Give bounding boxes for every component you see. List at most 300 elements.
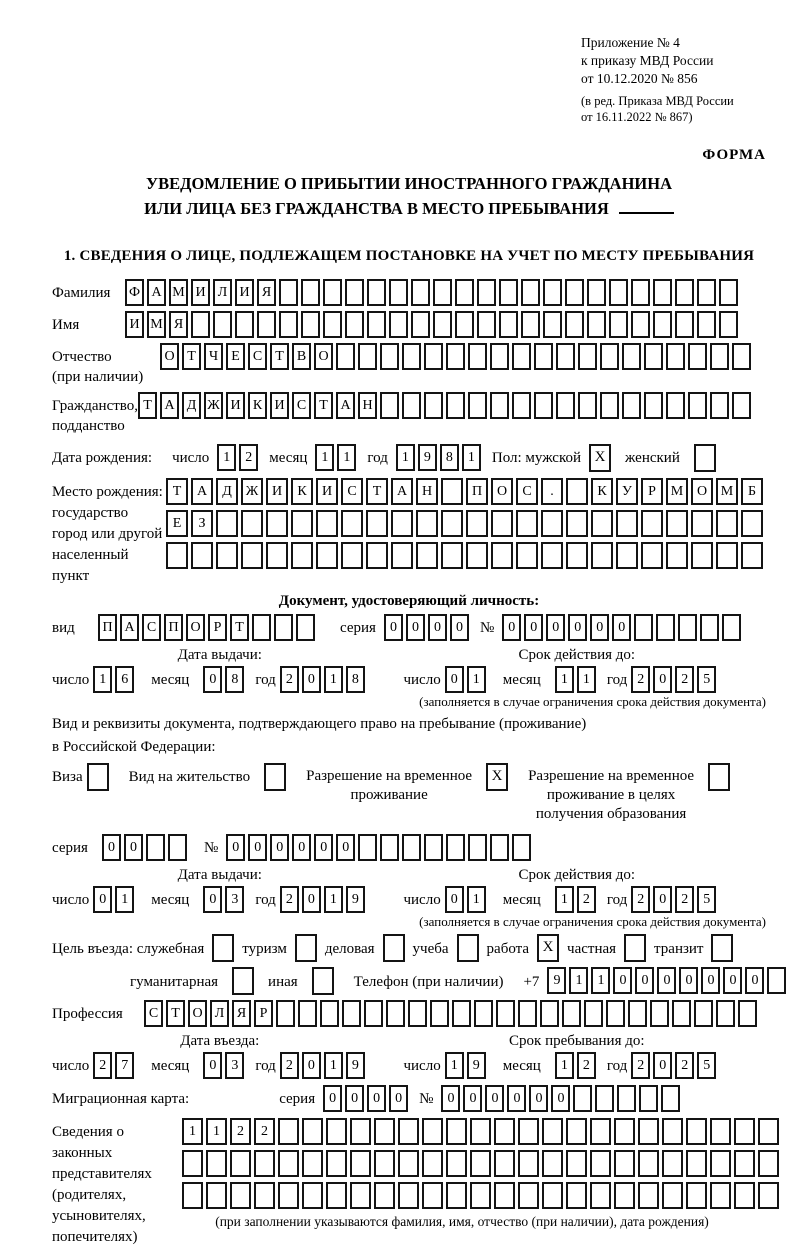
char-cell[interactable]: Ф: [125, 279, 144, 306]
char-cell[interactable]: [675, 279, 694, 306]
char-cell[interactable]: [556, 343, 575, 370]
char-cell[interactable]: [686, 1118, 707, 1145]
char-cell[interactable]: Т: [138, 392, 157, 419]
char-cell[interactable]: [734, 1182, 755, 1209]
char-cell[interactable]: [383, 934, 405, 962]
char-cell[interactable]: [716, 542, 738, 569]
char-cell[interactable]: [716, 1000, 735, 1027]
char-cell[interactable]: [87, 763, 109, 791]
char-cell[interactable]: [595, 1085, 614, 1112]
char-cell[interactable]: [241, 542, 263, 569]
char-cell[interactable]: 1: [555, 886, 574, 913]
char-cell[interactable]: 0: [445, 666, 464, 693]
char-cell[interactable]: 8: [440, 444, 459, 471]
char-cell[interactable]: [666, 392, 685, 419]
char-cell[interactable]: [374, 1118, 395, 1145]
char-cell[interactable]: М: [716, 478, 738, 505]
char-cell[interactable]: [350, 1150, 371, 1177]
char-cell[interactable]: [216, 542, 238, 569]
char-cell[interactable]: [296, 614, 315, 641]
char-cell[interactable]: [565, 279, 584, 306]
char-cell[interactable]: 2: [254, 1118, 275, 1145]
char-cell[interactable]: [644, 343, 663, 370]
char-cell[interactable]: [512, 392, 531, 419]
char-cell[interactable]: 0: [635, 967, 654, 994]
char-cell[interactable]: [345, 311, 364, 338]
char-cell[interactable]: [710, 1182, 731, 1209]
char-cell[interactable]: [614, 1118, 635, 1145]
char-cell[interactable]: X: [537, 934, 559, 962]
char-cell[interactable]: 2: [280, 886, 299, 913]
char-cell[interactable]: [566, 542, 588, 569]
char-cell[interactable]: А: [391, 478, 413, 505]
char-cell[interactable]: [235, 311, 254, 338]
char-cell[interactable]: Т: [366, 478, 388, 505]
char-cell[interactable]: [600, 392, 619, 419]
char-cell[interactable]: [556, 392, 575, 419]
char-cell[interactable]: И: [270, 392, 289, 419]
char-cell[interactable]: 0: [314, 834, 333, 861]
char-cell[interactable]: [291, 510, 313, 537]
char-cell[interactable]: [470, 1182, 491, 1209]
char-cell[interactable]: 5: [697, 886, 716, 913]
char-cell[interactable]: [477, 279, 496, 306]
char-cell[interactable]: 0: [485, 1085, 504, 1112]
char-cell[interactable]: 5: [697, 666, 716, 693]
char-cell[interactable]: [279, 279, 298, 306]
char-cell[interactable]: [490, 834, 509, 861]
char-cell[interactable]: [380, 343, 399, 370]
char-cell[interactable]: [587, 279, 606, 306]
char-cell[interactable]: И: [266, 478, 288, 505]
char-cell[interactable]: И: [226, 392, 245, 419]
char-cell[interactable]: 0: [529, 1085, 548, 1112]
char-cell[interactable]: 9: [346, 1052, 365, 1079]
char-cell[interactable]: [398, 1118, 419, 1145]
char-cell[interactable]: Я: [169, 311, 188, 338]
char-cell[interactable]: [166, 542, 188, 569]
char-cell[interactable]: Н: [416, 478, 438, 505]
char-cell[interactable]: 9: [418, 444, 437, 471]
char-cell[interactable]: [540, 1000, 559, 1027]
char-cell[interactable]: 2: [230, 1118, 251, 1145]
char-cell[interactable]: [600, 343, 619, 370]
char-cell[interactable]: X: [589, 444, 611, 472]
char-cell[interactable]: 0: [102, 834, 121, 861]
char-cell[interactable]: [468, 392, 487, 419]
char-cell[interactable]: [424, 392, 443, 419]
char-cell[interactable]: Р: [254, 1000, 273, 1027]
char-cell[interactable]: [719, 311, 738, 338]
char-cell[interactable]: [641, 510, 663, 537]
char-cell[interactable]: О: [691, 478, 713, 505]
char-cell[interactable]: [367, 311, 386, 338]
char-cell[interactable]: [232, 967, 254, 995]
char-cell[interactable]: [631, 279, 650, 306]
char-cell[interactable]: 9: [547, 967, 566, 994]
char-cell[interactable]: 0: [612, 614, 631, 641]
char-cell[interactable]: И: [191, 279, 210, 306]
char-cell[interactable]: 0: [502, 614, 521, 641]
char-cell[interactable]: 0: [302, 886, 321, 913]
char-cell[interactable]: [566, 510, 588, 537]
char-cell[interactable]: 1: [467, 886, 486, 913]
char-cell[interactable]: [398, 1150, 419, 1177]
char-cell[interactable]: [662, 1118, 683, 1145]
char-cell[interactable]: [732, 343, 751, 370]
char-cell[interactable]: [316, 542, 338, 569]
char-cell[interactable]: [466, 542, 488, 569]
char-cell[interactable]: [326, 1118, 347, 1145]
char-cell[interactable]: [422, 1118, 443, 1145]
char-cell[interactable]: [457, 934, 479, 962]
char-cell[interactable]: Т: [166, 478, 188, 505]
char-cell[interactable]: [470, 1118, 491, 1145]
char-cell[interactable]: [617, 1085, 636, 1112]
char-cell[interactable]: 0: [428, 614, 447, 641]
char-cell[interactable]: Ч: [204, 343, 223, 370]
char-cell[interactable]: [320, 1000, 339, 1027]
char-cell[interactable]: А: [160, 392, 179, 419]
char-cell[interactable]: 0: [568, 614, 587, 641]
char-cell[interactable]: [326, 1150, 347, 1177]
char-cell[interactable]: [241, 510, 263, 537]
char-cell[interactable]: 5: [697, 1052, 716, 1079]
char-cell[interactable]: Т: [314, 392, 333, 419]
char-cell[interactable]: [494, 1182, 515, 1209]
char-cell[interactable]: М: [147, 311, 166, 338]
char-cell[interactable]: [678, 614, 697, 641]
char-cell[interactable]: [641, 542, 663, 569]
char-cell[interactable]: [650, 1000, 669, 1027]
char-cell[interactable]: [470, 1150, 491, 1177]
char-cell[interactable]: [653, 311, 672, 338]
char-cell[interactable]: [541, 510, 563, 537]
char-cell[interactable]: [466, 510, 488, 537]
char-cell[interactable]: 1: [462, 444, 481, 471]
char-cell[interactable]: [518, 1000, 537, 1027]
char-cell[interactable]: Ж: [241, 478, 263, 505]
char-cell[interactable]: [391, 510, 413, 537]
char-cell[interactable]: [565, 311, 584, 338]
char-cell[interactable]: Д: [182, 392, 201, 419]
char-cell[interactable]: .: [541, 478, 563, 505]
char-cell[interactable]: И: [125, 311, 144, 338]
char-cell[interactable]: [688, 392, 707, 419]
char-cell[interactable]: 2: [280, 1052, 299, 1079]
char-cell[interactable]: [719, 279, 738, 306]
char-cell[interactable]: [398, 1182, 419, 1209]
char-cell[interactable]: [656, 614, 675, 641]
char-cell[interactable]: [521, 311, 540, 338]
char-cell[interactable]: [452, 1000, 471, 1027]
char-cell[interactable]: [302, 1118, 323, 1145]
char-cell[interactable]: [477, 311, 496, 338]
char-cell[interactable]: [424, 343, 443, 370]
char-cell[interactable]: 2: [675, 666, 694, 693]
char-cell[interactable]: [716, 510, 738, 537]
char-cell[interactable]: Я: [257, 279, 276, 306]
char-cell[interactable]: С: [144, 1000, 163, 1027]
char-cell[interactable]: 0: [546, 614, 565, 641]
char-cell[interactable]: [639, 1085, 658, 1112]
char-cell[interactable]: [446, 392, 465, 419]
char-cell[interactable]: 2: [239, 444, 258, 471]
char-cell[interactable]: Е: [226, 343, 245, 370]
char-cell[interactable]: [402, 834, 421, 861]
char-cell[interactable]: [276, 1000, 295, 1027]
char-cell[interactable]: 8: [346, 666, 365, 693]
char-cell[interactable]: [206, 1182, 227, 1209]
char-cell[interactable]: 0: [524, 614, 543, 641]
char-cell[interactable]: [675, 311, 694, 338]
char-cell[interactable]: О: [491, 478, 513, 505]
char-cell[interactable]: [691, 510, 713, 537]
char-cell[interactable]: 2: [577, 886, 596, 913]
char-cell[interactable]: 0: [203, 666, 222, 693]
char-cell[interactable]: [591, 542, 613, 569]
char-cell[interactable]: 0: [590, 614, 609, 641]
char-cell[interactable]: О: [188, 1000, 207, 1027]
char-cell[interactable]: [441, 510, 463, 537]
char-cell[interactable]: [638, 1182, 659, 1209]
char-cell[interactable]: [578, 343, 597, 370]
char-cell[interactable]: [301, 311, 320, 338]
char-cell[interactable]: [697, 311, 716, 338]
char-cell[interactable]: [433, 311, 452, 338]
char-cell[interactable]: 9: [467, 1052, 486, 1079]
char-cell[interactable]: [590, 1182, 611, 1209]
char-cell[interactable]: [499, 279, 518, 306]
char-cell[interactable]: К: [591, 478, 613, 505]
char-cell[interactable]: [541, 542, 563, 569]
char-cell[interactable]: К: [248, 392, 267, 419]
char-cell[interactable]: 0: [441, 1085, 460, 1112]
char-cell[interactable]: [341, 510, 363, 537]
char-cell[interactable]: [491, 542, 513, 569]
char-cell[interactable]: 0: [745, 967, 764, 994]
char-cell[interactable]: О: [186, 614, 205, 641]
char-cell[interactable]: [722, 614, 741, 641]
char-cell[interactable]: [496, 1000, 515, 1027]
char-cell[interactable]: [711, 934, 733, 962]
char-cell[interactable]: [295, 934, 317, 962]
char-cell[interactable]: [494, 1118, 515, 1145]
char-cell[interactable]: Д: [216, 478, 238, 505]
char-cell[interactable]: [584, 1000, 603, 1027]
char-cell[interactable]: [634, 614, 653, 641]
char-cell[interactable]: [191, 311, 210, 338]
char-cell[interactable]: [614, 1150, 635, 1177]
char-cell[interactable]: [691, 542, 713, 569]
char-cell[interactable]: [614, 1182, 635, 1209]
char-cell[interactable]: [367, 279, 386, 306]
char-cell[interactable]: 0: [551, 1085, 570, 1112]
char-cell[interactable]: [521, 279, 540, 306]
char-cell[interactable]: [697, 279, 716, 306]
char-cell[interactable]: [741, 510, 763, 537]
char-cell[interactable]: [518, 1182, 539, 1209]
char-cell[interactable]: [662, 1150, 683, 1177]
char-cell[interactable]: [416, 542, 438, 569]
char-cell[interactable]: [374, 1150, 395, 1177]
char-cell[interactable]: [254, 1150, 275, 1177]
char-cell[interactable]: [316, 510, 338, 537]
char-cell[interactable]: [341, 542, 363, 569]
char-cell[interactable]: [686, 1182, 707, 1209]
char-cell[interactable]: [257, 311, 276, 338]
char-cell[interactable]: [389, 311, 408, 338]
char-cell[interactable]: [499, 311, 518, 338]
char-cell[interactable]: [566, 1182, 587, 1209]
char-cell[interactable]: [364, 1000, 383, 1027]
char-cell[interactable]: [732, 392, 751, 419]
char-cell[interactable]: М: [666, 478, 688, 505]
char-cell[interactable]: И: [316, 478, 338, 505]
char-cell[interactable]: [688, 343, 707, 370]
char-cell[interactable]: [734, 1150, 755, 1177]
char-cell[interactable]: [446, 1182, 467, 1209]
char-cell[interactable]: 0: [292, 834, 311, 861]
char-cell[interactable]: [206, 1150, 227, 1177]
char-cell[interactable]: X: [486, 763, 508, 791]
char-cell[interactable]: [566, 1118, 587, 1145]
char-cell[interactable]: [254, 1182, 275, 1209]
char-cell[interactable]: [441, 478, 463, 505]
char-cell[interactable]: [516, 542, 538, 569]
char-cell[interactable]: Ж: [204, 392, 223, 419]
char-cell[interactable]: [741, 542, 763, 569]
char-cell[interactable]: [710, 1118, 731, 1145]
char-cell[interactable]: [758, 1182, 779, 1209]
char-cell[interactable]: С: [142, 614, 161, 641]
char-cell[interactable]: У: [616, 478, 638, 505]
char-cell[interactable]: Л: [210, 1000, 229, 1027]
char-cell[interactable]: 7: [115, 1052, 134, 1079]
char-cell[interactable]: 1: [206, 1118, 227, 1145]
char-cell[interactable]: [230, 1182, 251, 1209]
char-cell[interactable]: [408, 1000, 427, 1027]
char-cell[interactable]: [391, 542, 413, 569]
char-cell[interactable]: Т: [166, 1000, 185, 1027]
char-cell[interactable]: [644, 392, 663, 419]
char-cell[interactable]: [666, 510, 688, 537]
char-cell[interactable]: 2: [631, 1052, 650, 1079]
char-cell[interactable]: [491, 510, 513, 537]
char-cell[interactable]: [566, 1150, 587, 1177]
char-cell[interactable]: [146, 834, 165, 861]
char-cell[interactable]: 2: [675, 1052, 694, 1079]
char-cell[interactable]: [512, 834, 531, 861]
char-cell[interactable]: О: [160, 343, 179, 370]
char-cell[interactable]: [433, 279, 452, 306]
char-cell[interactable]: [590, 1150, 611, 1177]
char-cell[interactable]: [653, 279, 672, 306]
char-cell[interactable]: Т: [182, 343, 201, 370]
char-cell[interactable]: Р: [641, 478, 663, 505]
char-cell[interactable]: [252, 614, 271, 641]
char-cell[interactable]: [518, 1150, 539, 1177]
char-cell[interactable]: [767, 967, 786, 994]
char-cell[interactable]: 1: [445, 1052, 464, 1079]
char-cell[interactable]: [542, 1118, 563, 1145]
char-cell[interactable]: [758, 1150, 779, 1177]
char-cell[interactable]: 0: [302, 666, 321, 693]
char-cell[interactable]: С: [292, 392, 311, 419]
char-cell[interactable]: 1: [324, 666, 343, 693]
char-cell[interactable]: 8: [225, 666, 244, 693]
char-cell[interactable]: 2: [577, 1052, 596, 1079]
char-cell[interactable]: 2: [93, 1052, 112, 1079]
char-cell[interactable]: [264, 763, 286, 791]
char-cell[interactable]: [298, 1000, 317, 1027]
char-cell[interactable]: [274, 614, 293, 641]
char-cell[interactable]: И: [235, 279, 254, 306]
char-cell[interactable]: З: [191, 510, 213, 537]
char-cell[interactable]: Б: [741, 478, 763, 505]
char-cell[interactable]: С: [516, 478, 538, 505]
char-cell[interactable]: [422, 1182, 443, 1209]
char-cell[interactable]: 0: [302, 1052, 321, 1079]
char-cell[interactable]: [266, 510, 288, 537]
char-cell[interactable]: [336, 343, 355, 370]
char-cell[interactable]: 1: [324, 886, 343, 913]
char-cell[interactable]: 0: [226, 834, 245, 861]
char-cell[interactable]: [455, 311, 474, 338]
char-cell[interactable]: [628, 1000, 647, 1027]
char-cell[interactable]: 0: [323, 1085, 342, 1112]
char-cell[interactable]: 0: [701, 967, 720, 994]
char-cell[interactable]: Т: [230, 614, 249, 641]
char-cell[interactable]: 0: [93, 886, 112, 913]
char-cell[interactable]: А: [336, 392, 355, 419]
char-cell[interactable]: [566, 478, 588, 505]
char-cell[interactable]: [212, 934, 234, 962]
char-cell[interactable]: Т: [270, 343, 289, 370]
char-cell[interactable]: 0: [613, 967, 632, 994]
char-cell[interactable]: 3: [225, 886, 244, 913]
char-cell[interactable]: [708, 763, 730, 791]
char-cell[interactable]: 1: [315, 444, 334, 471]
char-cell[interactable]: [622, 392, 641, 419]
char-cell[interactable]: 0: [653, 1052, 672, 1079]
char-cell[interactable]: 1: [396, 444, 415, 471]
char-cell[interactable]: 0: [653, 666, 672, 693]
char-cell[interactable]: [301, 279, 320, 306]
char-cell[interactable]: [191, 542, 213, 569]
char-cell[interactable]: [631, 311, 650, 338]
char-cell[interactable]: В: [292, 343, 311, 370]
char-cell[interactable]: [638, 1150, 659, 1177]
char-cell[interactable]: 3: [225, 1052, 244, 1079]
char-cell[interactable]: [446, 343, 465, 370]
char-cell[interactable]: [542, 1150, 563, 1177]
char-cell[interactable]: [590, 1118, 611, 1145]
char-cell[interactable]: [358, 834, 377, 861]
char-cell[interactable]: [402, 343, 421, 370]
char-cell[interactable]: [291, 542, 313, 569]
char-cell[interactable]: [279, 311, 298, 338]
char-cell[interactable]: [734, 1118, 755, 1145]
char-cell[interactable]: [534, 343, 553, 370]
char-cell[interactable]: П: [164, 614, 183, 641]
char-cell[interactable]: О: [314, 343, 333, 370]
char-cell[interactable]: 1: [591, 967, 610, 994]
char-cell[interactable]: [573, 1085, 592, 1112]
char-cell[interactable]: [710, 343, 729, 370]
char-cell[interactable]: 0: [203, 1052, 222, 1079]
char-cell[interactable]: 0: [679, 967, 698, 994]
